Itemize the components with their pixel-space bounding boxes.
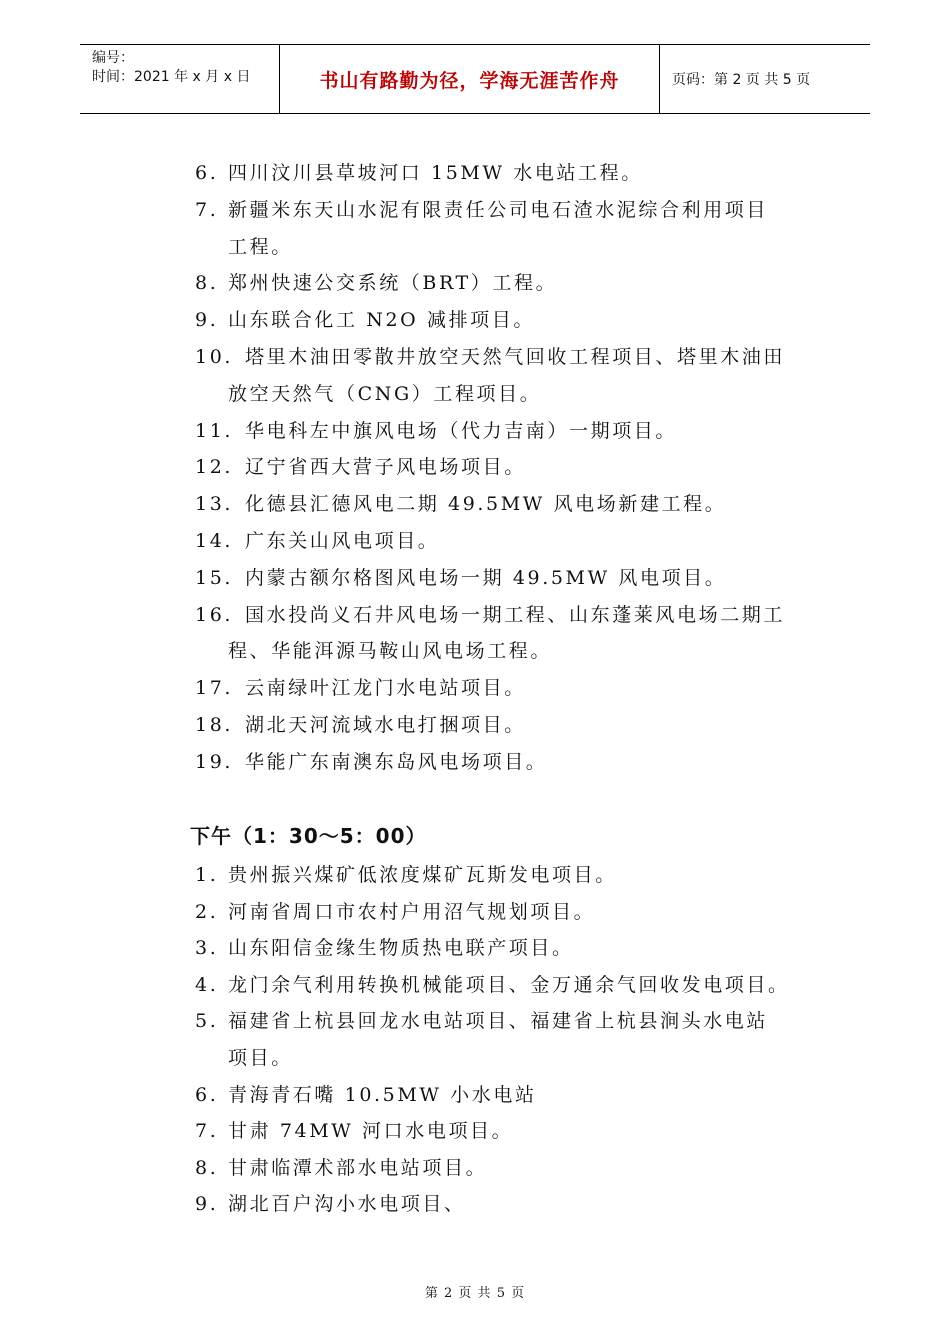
morning-list-item xyxy=(195,305,535,332)
morning-list-item-continuation: 放空天然气（CNG）工程项目。 xyxy=(228,382,542,405)
item-text: 湖北天河流域水电打捆项目。 xyxy=(245,714,526,736)
afternoon-list-item xyxy=(195,933,574,960)
item-number: 6. xyxy=(195,162,219,184)
morning-list-item xyxy=(195,600,785,627)
afternoon-list-item xyxy=(195,1116,513,1143)
afternoon-list-item xyxy=(195,860,617,887)
header-page-code: 页码：第 2 页 共 5 页 xyxy=(672,72,811,88)
item-text: 云南绿叶江龙门水电站项目。 xyxy=(245,677,526,700)
item-text: 郑州快速公交系统（BRT）工程。 xyxy=(228,272,558,295)
item-number: 19. xyxy=(195,750,234,773)
item-number: 16. xyxy=(195,603,234,626)
item-number: 15. xyxy=(195,566,234,589)
item-text: 广东关山风电项目。 xyxy=(245,530,440,552)
page-header xyxy=(80,44,870,114)
item-number: 17. xyxy=(195,677,234,700)
item-text: 湖北百户沟小水电项目、 xyxy=(228,1193,466,1216)
item-text: 华能广东南澳东岛风电场项目。 xyxy=(245,750,548,773)
item-text: 福建省上杭县回龙水电站项目、福建省上杭县涧头水电站 xyxy=(228,1010,769,1033)
item-text: 内蒙古额尔格图风电场一期 49.5MW 风电项目。 xyxy=(245,566,727,589)
morning-list-item xyxy=(195,526,439,553)
item-number: 11. xyxy=(195,419,234,442)
header-meta xyxy=(80,45,280,113)
afternoon-list-item xyxy=(195,1006,768,1033)
item-number: 7. xyxy=(195,1120,219,1143)
morning-list-item xyxy=(195,747,547,774)
afternoon-section-title: 下午（1：30～5：00） xyxy=(190,824,427,848)
morning-list-item xyxy=(195,489,726,516)
item-number: 6. xyxy=(195,1083,219,1106)
item-text: 新疆米东天山水泥有限责任公司电石渣水泥综合利用项目 xyxy=(228,198,769,221)
item-text: 山东阳信金缘生物质热电联产项目。 xyxy=(228,937,574,960)
date-label: 时间：2021 年 x 月 x 日 xyxy=(92,69,251,85)
item-text: 山东联合化工 N2O 减排项目。 xyxy=(228,309,535,332)
item-number: 9. xyxy=(195,309,219,332)
item-number: 13. xyxy=(195,493,234,516)
page-footer: 第 2 页 共 5 页 xyxy=(424,1286,526,1301)
morning-list-item xyxy=(195,452,526,479)
serial-number-label: 编号： xyxy=(92,50,134,66)
morning-list-item xyxy=(195,710,526,737)
item-number: 1. xyxy=(195,864,219,886)
morning-list-item xyxy=(195,416,677,443)
item-number: 8. xyxy=(195,1156,219,1179)
item-number: 10. xyxy=(195,346,234,368)
item-text: 华电科左中旗风电场（代力吉南）一期项目。 xyxy=(245,419,678,442)
item-number: 7. xyxy=(195,198,219,221)
item-text: 塔里木油田零散井放空天然气回收工程项目、塔里木油田 xyxy=(245,346,786,368)
morning-list-item xyxy=(195,342,785,369)
item-number: 8. xyxy=(195,272,219,295)
item-number: 12. xyxy=(195,456,234,479)
item-number: 4. xyxy=(195,973,219,996)
item-number: 9. xyxy=(195,1193,219,1216)
morning-list-item-continuation: 程、华能洱源马鞍山风电场工程。 xyxy=(228,640,553,663)
afternoon-list-item xyxy=(195,897,595,924)
afternoon-list-item xyxy=(195,1080,537,1107)
item-text: 龙门余气利用转换机械能项目、金万通余气回收发电项目。 xyxy=(228,973,790,996)
afternoon-list-item xyxy=(195,1153,487,1180)
item-number: 18. xyxy=(195,714,234,736)
morning-list-item xyxy=(195,158,643,185)
item-text: 甘肃 74MW 河口水电项目。 xyxy=(228,1120,514,1143)
morning-list-item xyxy=(195,673,526,700)
morning-list-item xyxy=(195,268,557,295)
item-text: 辽宁省西大营子风电场项目。 xyxy=(245,456,526,479)
morning-list-item xyxy=(195,195,768,222)
item-text: 化德县汇德风电二期 49.5MW 风电场新建工程。 xyxy=(245,493,727,516)
item-text: 国水投尚义石井风电场一期工程、山东蓬莱风电场二期工 xyxy=(245,603,786,626)
afternoon-list-item-continuation: 项目。 xyxy=(228,1047,293,1069)
item-text: 贵州振兴煤矿低浓度煤矿瓦斯发电项目。 xyxy=(228,864,617,886)
morning-list-item xyxy=(195,563,726,590)
item-number: 2. xyxy=(195,900,219,923)
morning-list-item-continuation: 工程。 xyxy=(228,235,293,258)
item-text: 甘肃临潭术部水电站项目。 xyxy=(228,1156,488,1179)
afternoon-list-item xyxy=(195,1189,466,1216)
item-text: 四川汶川县草坡河口 15MW 水电站工程。 xyxy=(228,162,643,184)
item-number: 3. xyxy=(195,937,219,960)
item-text: 河南省周口市农村户用沼气规划项目。 xyxy=(228,900,596,923)
header-motto: 书山有路勤为径，学海无涯苦作舟 xyxy=(280,45,660,113)
item-number: 5. xyxy=(195,1010,219,1033)
item-number: 14. xyxy=(195,530,234,552)
item-text: 青海青石嘴 10.5MW 小水电站 xyxy=(228,1083,537,1106)
afternoon-list-item xyxy=(195,970,790,997)
